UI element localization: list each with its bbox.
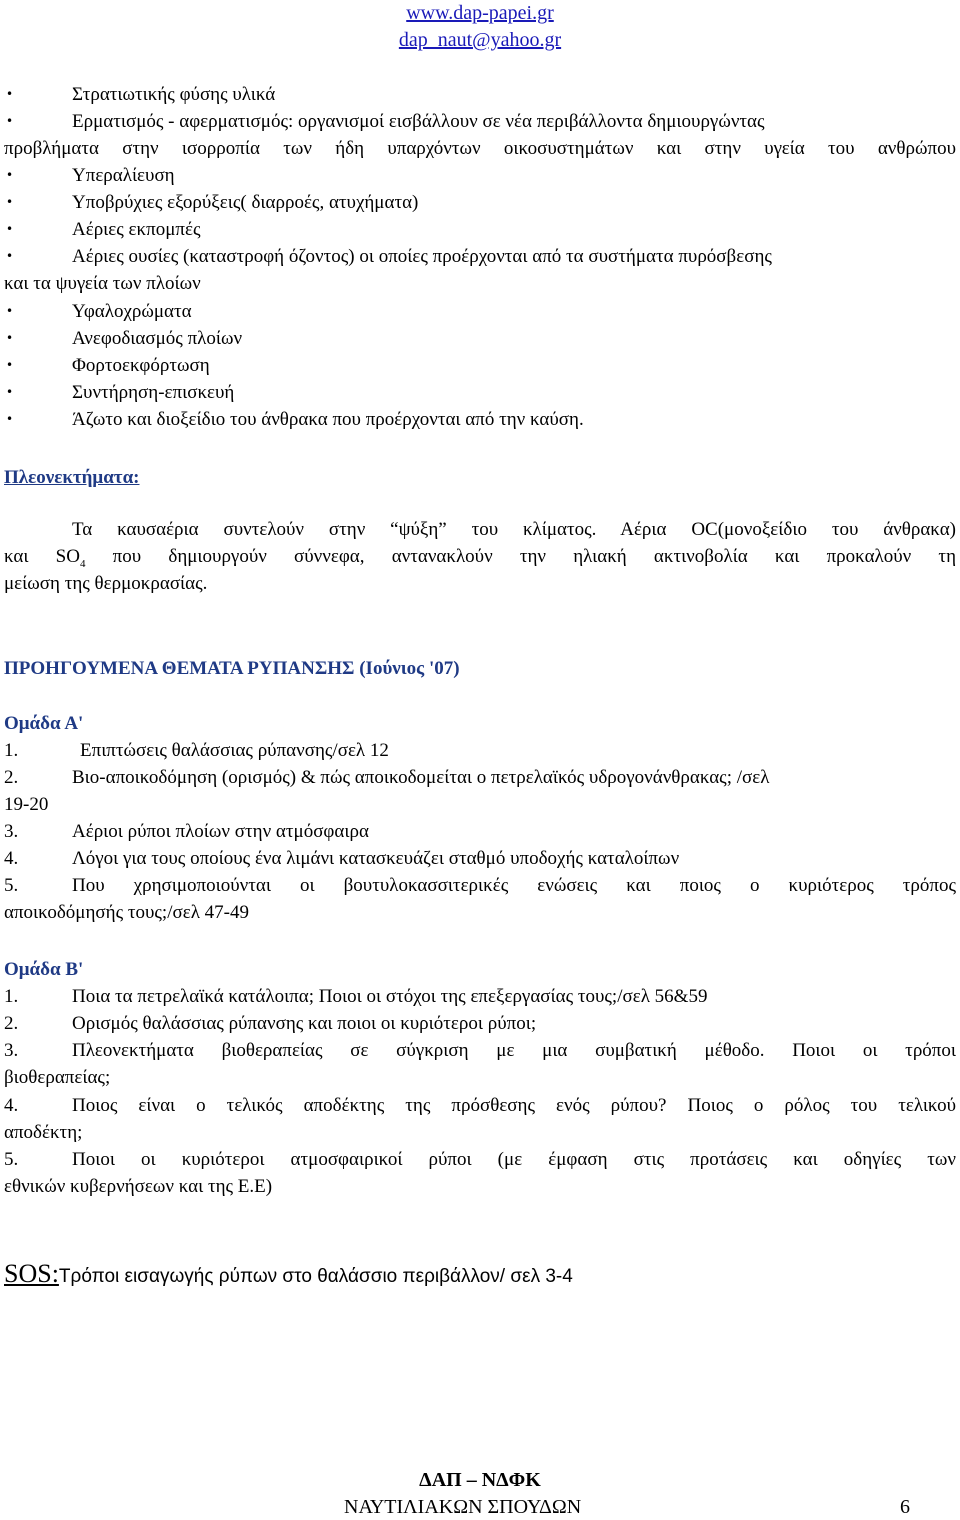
question-item-continuation: βιοθεραπείας; [4, 1067, 111, 1088]
advantages-line: και $SO_4$ που δημιουργούν σύννεφα, αντανακλούν την ηλιακή ακτινοβολία και προκαλούν τη [4, 546, 957, 570]
bullet-icon: • [6, 168, 14, 182]
question-item-continuation: αποικοδόμησής τους;/σελ 47-49 [4, 902, 249, 923]
website-link[interactable]: www.dap-papei.gr [406, 2, 554, 24]
question-item: 3. Πλεονεκτήματα βιοθεραπείας σε σύγκριση με μια συμβατική μέθοδο. Ποιοι οι τρόποι [4, 1040, 956, 1061]
sos-label: SOS: [4, 1259, 59, 1288]
bullet-icon: • [6, 304, 14, 318]
page-number: 6 [900, 1496, 910, 1518]
list-item: • Υπεραλίευση [4, 162, 956, 189]
question-item: 1. Επιπτώσεις θαλάσσιας ρύπανσης/σελ 12 [4, 740, 389, 761]
advantages-line: μείωση της θερμοκρασίας. [4, 573, 208, 594]
bullet-icon: • [6, 331, 14, 345]
list-item: • Υφαλοχρώματα [4, 298, 956, 325]
bullet-icon: • [6, 249, 14, 263]
question-item-continuation: 19-20 [4, 794, 49, 815]
question-item: 1. Ποια τα πετρελαϊκά κατάλοιπα; Ποιοι οι στόχοι της επεξεργασίας τους;/σελ 56&59 [4, 986, 708, 1007]
bullet-icon: • [6, 412, 14, 426]
advantages-line: Τα καυσαέρια συντελούν στην “ψύξη” του κλίματος. Αέρια OC(μονοξείδιο του άνθρακα) [72, 519, 956, 540]
question-item: 3. Αέριοι ρύποι πλοίων στην ατμόσφαιρα [4, 821, 369, 842]
list-item-continuation: προβλήματα στην ισορροπία των ήδη υπαρχόντων οικοσυστημάτων και στην υγεία του ανθρώπου [4, 138, 956, 159]
bullet-icon: • [6, 358, 14, 372]
advantages-title: Πλεονεκτήματα: [4, 467, 140, 488]
group-b-title: Ομάδα Β' [4, 959, 84, 980]
bullet-icon: • [6, 114, 14, 128]
list-item-continuation: και τα ψυγεία των πλοίων [4, 273, 201, 294]
question-item-continuation: εθνικών κυβερνήσεων και της Ε.Ε) [4, 1176, 273, 1197]
list-item: • Αέριες ουσίες (καταστροφή όζοντος) οι οποίες προέρχονται από τα συστήματα πυρόσβεσης [4, 243, 956, 270]
footer-department: ΝΑΥΤΙΛΙΑΚΩΝ ΣΠΟΥΔΩΝ [344, 1496, 582, 1518]
list-item: • Άζωτο και διοξείδιο του άνθρακα που προέρχονται από την καύση. [4, 406, 956, 433]
bullet-icon: • [6, 222, 14, 236]
sos-text: Τρόποι εισαγωγής ρύπων στο θαλάσσιο περιβάλλον/ σελ 3-4 [58, 1266, 573, 1287]
bullet-icon: • [6, 385, 14, 399]
list-item: • Αέριες εκπομπές [4, 216, 956, 243]
list-item: • Συντήρηση-επισκευή [4, 379, 956, 406]
list-item: • Ερματισμός - αφερματισμός: οργανισμοί εισβάλλουν σε νέα περιβάλλοντα δημιουργώντας [4, 108, 956, 135]
list-item: • Υποβρύχιες εξορύξεις( διαρροές, ατυχήματα) [4, 189, 956, 216]
section-heading: ΠΡΟΗΓΟΥΜΕΝΑ ΘΕΜΑΤΑ ΡΥΠΑΝΣΗΣ (Ιούνιος '07) [4, 658, 460, 679]
question-item: 2. Βιο-αποικοδόμηση (ορισμός) & πώς αποικοδομείται ο πετρελαϊκός υδρογονάνθρακας; /σελ [4, 767, 770, 788]
question-item: 4. Λόγοι για τους οποίους ένα λιμάνι κατασκευάζει σταθμό υποδοχής καταλοίπων [4, 848, 680, 869]
question-item: 5. Ποιοι οι κυριότεροι ατμοσφαιρικοί ρύποι (με έμφαση στις προτάσεις και οδηγίες των [4, 1149, 956, 1170]
list-item: • Ανεφοδιασμός πλοίων [4, 325, 956, 352]
bullet-icon: • [6, 87, 14, 101]
question-item: 5. Που χρησιμοποιούνται οι βουτυλοκασσιτερικές ενώσεις και ποιος ο κυριότερος τρόπος [4, 875, 956, 896]
question-item-continuation: αποδέκτη; [4, 1122, 83, 1143]
bullet-icon: • [6, 195, 14, 209]
page-header [0, 0, 960, 54]
list-item: • Στρατιωτικής φύσης υλικά [4, 81, 956, 108]
question-item: 2. Ορισμός θαλάσσιας ρύπανσης και ποιοι οι κυριότεροι ρύποι; [4, 1013, 537, 1034]
group-a-title: Ομάδα Α' [4, 713, 84, 734]
list-item: • Φορτοεκφόρτωση [4, 352, 956, 379]
email-link[interactable]: dap_naut@yahoo.gr [398, 29, 562, 51]
footer-org: ΔΑΠ – ΝΔΦΚ [419, 1469, 541, 1491]
sos-note [4, 1259, 573, 1292]
question-item: 4. Ποιος είναι ο τελικός αποδέκτης της πρόσθεσης ενός ρύπου? Ποιος ο ρόλος του τελικού [4, 1095, 956, 1116]
